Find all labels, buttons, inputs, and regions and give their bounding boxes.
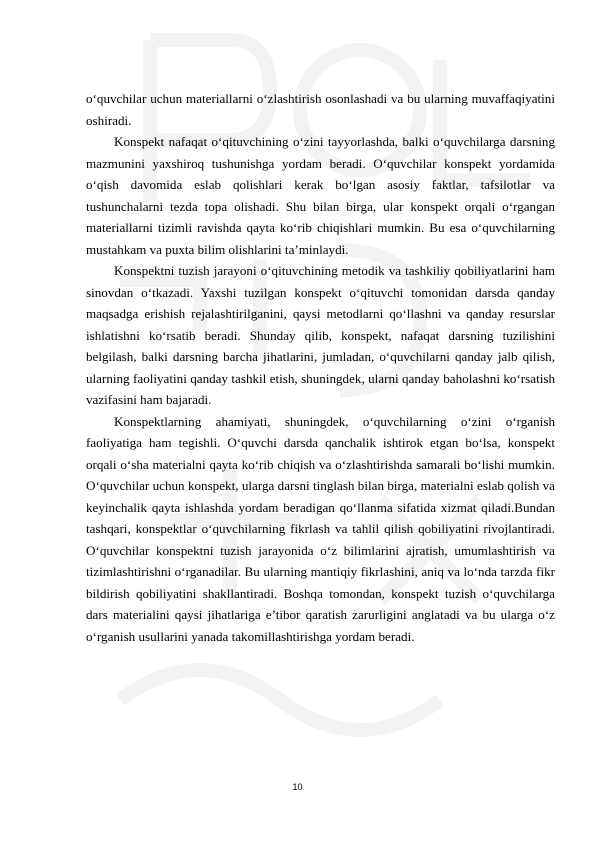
paragraph: Konspektni tuzish jarayoni o‘qituvchining metodik va tashkiliy qobiliyatlarini ham sinovdan o‘tkazadi. Yaxshi tuzilgan konspekt o‘qituvchi tomonidan darsda qanday maqsadga erishish rejalashtirilganini, qaysi metodlarni qo‘llashni va qanday resurslar ishlatishni ko‘rsatib beradi. Shunday qilib, konspekt, nafaqat darsning tuzilishini belgilash, balki darsning barcha jihatlarini, jumladan, o‘quvchilarni qanday jalb qilish, ularning faoliyatini qanday tashkil etish, shuningdek, ularni qanday baholashni ko‘rsatish vazifasini ham bajaradi. [86,263,555,407]
paragraph: Konspekt nafaqat o‘qituvchining o‘zini tayyorlashda, balki o‘quvchilarga darsning mazmunini yaxshiroq tushunishga yordam beradi. O‘quvchilar konspekt yordamida o‘qish davomida eslab qolishlari kerak bo‘lgan asosiy faktlar, tafsilotlar va tushunchalarni tezda topa olishadi. Shu bilan birga, ular konspekt orqali o‘rgangan materiallarni tizimli ravishda qayta ko‘rib chiqishlari mumkin. Bu esa o‘quvchilarning mustahkam va puxta bilim olishlarini ta’minlaydi. [86,134,555,257]
paragraph-continuation: o‘quvchilar uchun materiallarni o‘zlashtirish osonlashadi va bu ularning muvaffaqiyatini oshiradi. [86,91,555,128]
paragraph: Konspektlarning ahamiyati, shuningdek, o‘quvchilarning o‘zini o‘rganish faoliyatiga ham tegishli. O‘quvchi darsda qanchalik ishtirok etgan bo‘lsa, konspekt orqali o‘sha materialni qayta ko‘rib chiqish va o‘zlashtirishda samarali bo‘lishi mumkin. O‘quvchilar uchun konspekt, ularga darsni tinglash bilan birga, materialni eslab qolish va keyinchalik qayta ishlashda yordam beradigan qo‘llanma sifatida xizmat qiladi.Bundan tashqari, konspektlar o‘quvchilarning fikrlash va tahlil qilish qobiliyatini rivojlantiradi. O‘quvchilar konspektni tuzish jarayonida o‘z bilimlarini ajratish, umumlashtirish va tizimlashtirishni o‘rganadilar. Bu ularning mantiqiy fikrlashini, aniq va lo‘nda tarzda fikr bildirish qobiliyatini shakllantiradi. Boshqa tomondan, konspekt tuzish o‘quvchilarga dars materialini qaysi jihatlariga e’tibor qaratish zarurligini anglatadi va bu ularga o‘z o‘rganish usullarini yanada takomillashtirishga yordam beradi. [86,413,555,644]
document-body [86,88,555,647]
page-number: 10 [292,782,303,792]
